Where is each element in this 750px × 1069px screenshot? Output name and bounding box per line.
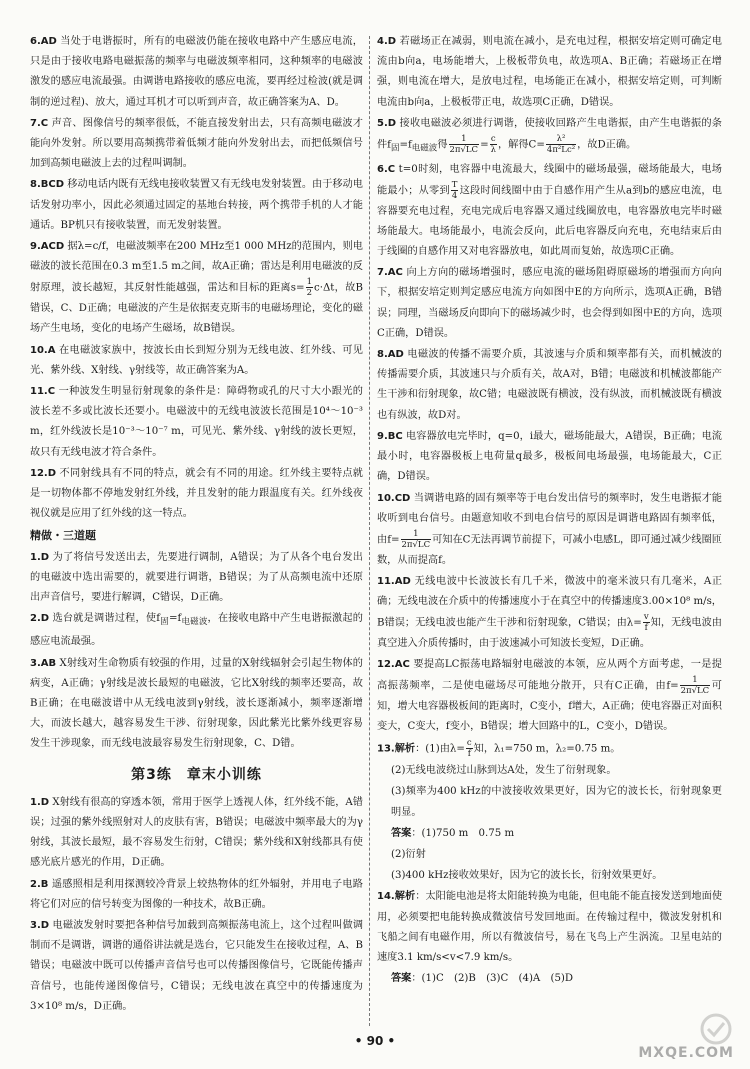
fraction: $\frac{1}{2\pi√LC}$ bbox=[680, 675, 710, 697]
answer-line: (3)400 kHz接收效果好，因为它的波长长，衍射效果更好。 bbox=[391, 870, 663, 882]
answer-line: (2)衍射 bbox=[391, 848, 426, 860]
answer-item: 2.B 遥感照相是利用探测较冷背景上较热物体的红外辐射，并用电子电路将它们对应的信号转变为图像的一种技术，故B正确。 bbox=[30, 878, 363, 910]
watermark-text: MXQE.COM bbox=[638, 1045, 734, 1061]
answer-item: 6.C t=0时刻，电容器中电流最大，线圈中的磁场最强，磁场能最大，电场能最小；从零到 $\frac{T}{4}$ 这段时间线圈中由于自感作用产生从a到b的感应电流，电容器要充电过程，充电完成后电容器又通过线圈放电，电容器放电完毕时磁场能最大。电场能最小，电流会反向，此后电容器反向充电，充电结束后由于线圈的自感作用又对电容器放电，如此周而复始，故选项C正确。 bbox=[377, 163, 722, 258]
fraction: $\frac{\text{λ²}}{\text{4π²Lc²}}$ bbox=[546, 134, 576, 156]
chapter-title: 第3练 章末小训练 bbox=[131, 766, 262, 783]
column-divider bbox=[369, 36, 370, 1026]
answer-item: 7.AC 向上方向的磁场增强时，感应电流的磁场阻碍原磁场的增强而方向向下，根据安培定则判定感应电流方向如图中E的方向所示，选项A正确，B错误；同理，当磁场反向即向下的磁场减少时，也会得到如图中E的方向，选项C正确，D错误。 bbox=[377, 267, 722, 339]
answer-item: 12.D 不同射线具有不同的特点，就会有不同的用途。红外线主要特点就是一切物体都不停地发射红外线，并且发射的能力跟温度有关。红外线夜视仪就是应用了红外线的这一特点。 bbox=[30, 467, 363, 520]
page-number: • 90 • bbox=[354, 1034, 396, 1048]
fraction: $\frac{1}{2\pi√LC}$ bbox=[401, 528, 431, 550]
fraction: $\frac{c}{\lambda}$ bbox=[490, 134, 496, 156]
answer-item: 3.AB X射线对生命物质有较强的作用，过量的X射线辐射会引起生物体的病变，A正确；γ射线是波长最短的电磁波，它比X射线的频率还要高，故B正确；在电磁波谱中从无线电波到γ射线，波长逐渐减小，频率逐渐增大，而波长越大，越容易发生干涉、衍射现象，因此紫光比紫外线更容易发生干涉现象，而无线电波最容易发生衍射现象，C、D错。 bbox=[30, 657, 363, 750]
answer-item: 10.A 在电磁波家族中，按波长由长到短分别为无线电波、红外线、可见光、紫外线、X射线、γ射线等，故正确答案为A。 bbox=[30, 344, 363, 376]
answer-item-14: 14.解析：太阳能电池是将太阳能转换为电能，但电能不能直接发送到地面使用，必须要把电能转换成微波信号发回地面。在传输过程中，微波发射机和飞船之间有电磁作用，所以有微波信号，易在飞鸟上产生涡流。卫星电站的速度3.1 km/s<v<7.9 km/s。 bbox=[377, 891, 723, 963]
answer-item: 9.ACD 据λ=c/f，电磁波频率在200 MHz至1 000 MHz的范围内，则电磁波的波长范围在0.3 m至1.5 m之间，故A正确；雷达是利用电磁波的反射原理，波长越短，其反射性能越强，雷达和目标的距离s= $\frac{1}{2}$ c·Δt，故B错误，C、D正确；电磁波的产生是依据麦克斯韦的电磁场理论，变化的磁场产生电场，变化的电场产生磁场，故B错误。 bbox=[30, 241, 363, 335]
answer-item: 1.D X射线有很高的穿透本领，常用于医学上透视人体，红外线不能，A错误；过强的紫外线照射对人的皮肤有害，B错误；电磁波中频率最大的为γ射线，其波长最短，最不容易发生衍射，C错误；紫外线和X射线都具有使感光底片感光的作用，D正确。 bbox=[30, 796, 363, 869]
answer-item: 12.AC 要提高LC振荡电路辐射电磁波的本领，应从两个方面考虑，一是提高振荡频率，二是使电磁场尽可能地分散开，只有C正确，由f= $\frac{1}{2\pi√LC}$ 可知，增大电容器极板间的距离时，C变小，f增大，A正确；使电容器正对面积变大，C变大，f变小，B错误；增大回路中的L，C变小，D错误。 bbox=[377, 659, 722, 733]
answer-item-13: 13.解析：(1)由λ= $\frac{c}{f}$ 知，λ₁=750 m，λ₂=0.75 m。 bbox=[377, 738, 621, 760]
fraction: $\frac{T}{4}$ bbox=[451, 179, 458, 201]
answer-item: 11.AD 无线电波中长波波长有几千米，微波中的毫米波只有几毫米，A正确；无线电波在介质中的传播速度小于在真空中的传播速度3.00×10⁸ m/s，B错误；无线电波也能产生干涉和衍射现象，C错误；由λ= $\frac{v}{f}$ 知，无线电波由真空进入介质传播时，由于波速减小可知波长变短，D正确。 bbox=[377, 575, 722, 649]
answer-item: 1.D 为了将信号发送出去，先要进行调制，A错误；为了从各个电台发出的电磁波中选出需要的，就要进行调谐，B错误；为了从高频电流中还原出声音信号，要进行解调，C错误，D正确。 bbox=[30, 551, 363, 603]
fraction: $\frac{c}{f}$ bbox=[466, 738, 472, 760]
fraction: $\frac{v}{f}$ bbox=[643, 612, 649, 634]
left-column bbox=[30, 32, 363, 1018]
section-title: 精做・三道题 bbox=[30, 529, 96, 543]
answer-item: 5.D 接收电磁波必须进行调谐，使接收回路产生电谐振，由产生电谐振的条件$f_固=f_{电磁波}$得 $\frac{1}{2\pi√LC}$ = $\frac{c}{\lambda}$ ，解得C= $\frac{\text{λ²}}{\text{4π²Lc²}}$ ，故D正确。 bbox=[377, 117, 722, 156]
answer-line: 答案：(1)C (2)B (3)C (4)A (5)D bbox=[391, 973, 574, 985]
fraction: $\frac{1}{2\pi√LC}$ bbox=[449, 134, 479, 156]
answer-item: 7.C 声音、图像信号的频率很低，不能直接发射出去，只有高频电磁波才能向外发射。所以要用高频携带着低频才能向外发射出去，而把低频信号加到高频电磁波上去的过程叫调制。 bbox=[30, 117, 363, 170]
answer-item: 3.D 电磁波发射时要把各种信号加载到高频振荡电流上，这个过程叫做调制而不是调谐，调谐的通俗讲法就是选台，它只能发生在接收过程，A、B错误；电磁波中既可以传播声音信号也可以传播图像信号，它既能传播声音信号，也能传递图像信号，C错误；无线电波在真空中的传播速度为3×10⁸ m/s，D正确。 bbox=[30, 920, 363, 1012]
answer-line: (2)无线电波绕过山脉到达A处，发生了衍射现象。 bbox=[391, 765, 617, 777]
answer-item: 11.C 一种波发生明显衍射现象的条件是：障碍物或孔的尺寸大小跟光的波长差不多或比波长还要小。电磁波中的无线电波波长范围是10⁴～10⁻³ m，红外线波长是10⁻³～10⁻⁷ m，可见光、紫外线、γ射线的波长更短，故只有无线电波才符合条件。 bbox=[30, 385, 363, 458]
answer-line: 答案：(1)750 m 0.75 m bbox=[391, 827, 515, 839]
answer-item: 2.D 选台就是调谐过程，使$f_固=f_{电磁波}$，在接收电路中产生电谐振激起的感应电流最强。 bbox=[30, 613, 363, 648]
fraction: $\frac{1}{2}$ bbox=[306, 277, 312, 299]
answer-item: 10.CD 当调谐电路的固有频率等于电台发出信号的频率时，发生电谐振才能收听到电台信号。由题意知收不到电台信号的原因是调谐电路固有频率低，由f= $\frac{1}{2\pi√LC}$ 可知在C无法再调节前提下，可减小电感L，即可通过减少线圈匝数，从而提高f。 bbox=[377, 492, 722, 566]
answer-item: 6.AD 当处于电谐振时，所有的电磁波仍能在接收电路中产生感应电流，只是由于接收电路电磁振荡的频率与电磁波频率相同，这种频率的电磁波激发的感应电流最强。由调谐电路接收的感应电流，要再经过检波(就是调制的逆过程)、放大，通过耳机才可以听到声音，故正确答案为A、D。 bbox=[30, 36, 363, 108]
answer-item: 8.BCD 移动电话内既有无线电接收装置又有无线电发射装置。由于移动电话发射功率小，因此必须通过固定的基地台转接，两个携带手机的人才能通话。BP机只有接收装置，而无发射装置。 bbox=[30, 179, 363, 231]
right-column bbox=[377, 32, 722, 990]
answer-item: 9.BC 电容器放电完毕时，q=0，i最大，磁场能最大，A错误，B正确；电流最小时，电容器极板上电荷量q最多，极板间电场最强，电场能最大，C正确，D错误。 bbox=[377, 430, 722, 483]
answer-item: 8.AD 电磁波的传播不需要介质，其波速与介质和频率都有关，而机械波的传播需要介质，其波速只与介质有关，故A对，B错；电磁波和机械波都能产生干涉和衍射现象，故C错；电磁波既有横波，没有纵波，而机械波既有横波也有纵波，故D对。 bbox=[377, 349, 722, 421]
answer-line: (3)频率为400 kHz的中波接收效果更好，因为它的波长长，衍射现象更明显。 bbox=[391, 786, 722, 818]
answer-item: 4.D 若磁场正在减弱，则电流在减小，是充电过程，根据安培定则可确定电流由b向a，电场能增大，上极板带负电，故选项A、B正确；若磁场正在增强，则电流在增大，是放电过程，电场能正在减小，根据安培定则，可判断电流由b向a，上极板带正电，故选项C正确，D错误。 bbox=[377, 36, 722, 108]
